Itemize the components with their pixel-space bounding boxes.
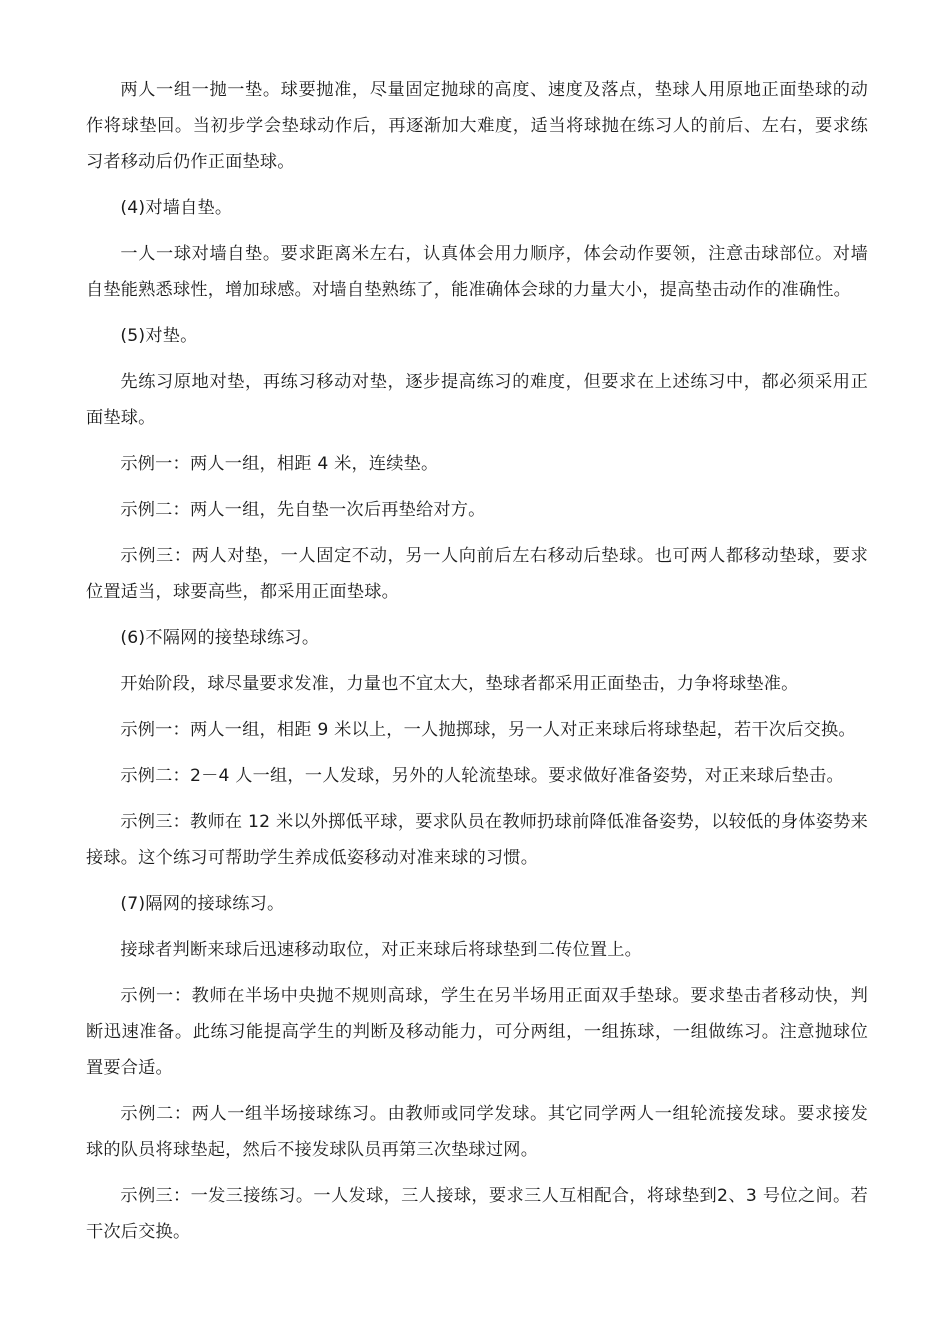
- paragraph-example-1: 示例一：两人一组，相距 9 米以上，一人抛掷球，另一人对正来球后将球垫起，若干次后交换。: [120, 720, 856, 740]
- paragraph-example-3: 示例三：一发三接练习。一人发球，三人接球，要求三人互相配合，将球垫到2、3 号位之间。若干次后交换。: [86, 1186, 868, 1242]
- paragraph-throw-and-dig: 两人一组一抛一垫。球要抛准，尽量固定抛球的高度、速度及落点，垫球人用原地正面垫球的动作将球垫回。当初步学会垫球动作后，再逐渐加大难度，适当将球抛在练习人的前后、左右，要求练习者移动后仍作正面垫球。: [86, 80, 868, 172]
- paragraph-example-2: 示例二：两人一组半场接球练习。由教师或同学发球。其它同学两人一组轮流接发球。要求接发球的队员将球垫起，然后不接发球队员再第三次垫球过网。: [86, 1104, 868, 1160]
- paragraph-example-3: 示例三：教师在 12 米以外掷低平球，要求队员在教师扔球前降低准备姿势，以较低的身体姿势来接球。这个练习可帮助学生养成低姿移动对准来球的习惯。: [86, 812, 868, 868]
- heading-over-net-receive: (7)隔网的接球练习。: [120, 894, 285, 914]
- paragraph-example-1: 示例一：教师在半场中央抛不规则高球，学生在另半场用正面双手垫球。要求垫击者移动快，判断迅速准备。此练习能提高学生的判断及移动能力，可分两组，一组拣球，一组做练习。注意抛球位置要合适。: [86, 986, 868, 1078]
- paragraph-no-net-receive: 开始阶段，球尽量要求发准，力量也不宜太大，垫球者都采用正面垫击，力争将球垫准。: [120, 674, 799, 694]
- paragraph-example-2: 示例二：两人一组，先自垫一次后再垫给对方。: [120, 500, 486, 520]
- heading-partner-dig: (5)对垫。: [120, 326, 198, 346]
- heading-no-net-receive: (6)不隔网的接垫球练习。: [120, 628, 320, 648]
- document-page: [86, 72, 868, 1260]
- paragraph-example-3: 示例三：两人对垫，一人固定不动，另一人向前后左右移动后垫球。也可两人都移动垫球，要求位置适当，球要高些，都采用正面垫球。: [86, 546, 868, 602]
- paragraph-partner-dig: 先练习原地对垫，再练习移动对垫，逐步提高练习的难度，但要求在上述练习中，都必须采用正面垫球。: [86, 372, 868, 428]
- paragraph-wall-self-dig: 一人一球对墙自垫。要求距离米左右，认真体会用力顺序，体会动作要领，注意击球部位。对墙自垫能熟悉球性，增加球感。对墙自垫熟练了，能准确体会球的力量大小，提高垫击动作的准确性。: [86, 244, 868, 300]
- paragraph-example-1: 示例一：两人一组，相距 4 米，连续垫。: [120, 454, 439, 474]
- paragraph-over-net-receive: 接球者判断来球后迅速移动取位，对正来球后将球垫到二传位置上。: [120, 940, 643, 960]
- heading-wall-self-dig: (4)对墙自垫。: [120, 198, 233, 218]
- paragraph-example-2: 示例二：2－4 人一组，一人发球，另外的人轮流垫球。要求做好准备姿势，对正来球后垫击。: [120, 766, 844, 786]
